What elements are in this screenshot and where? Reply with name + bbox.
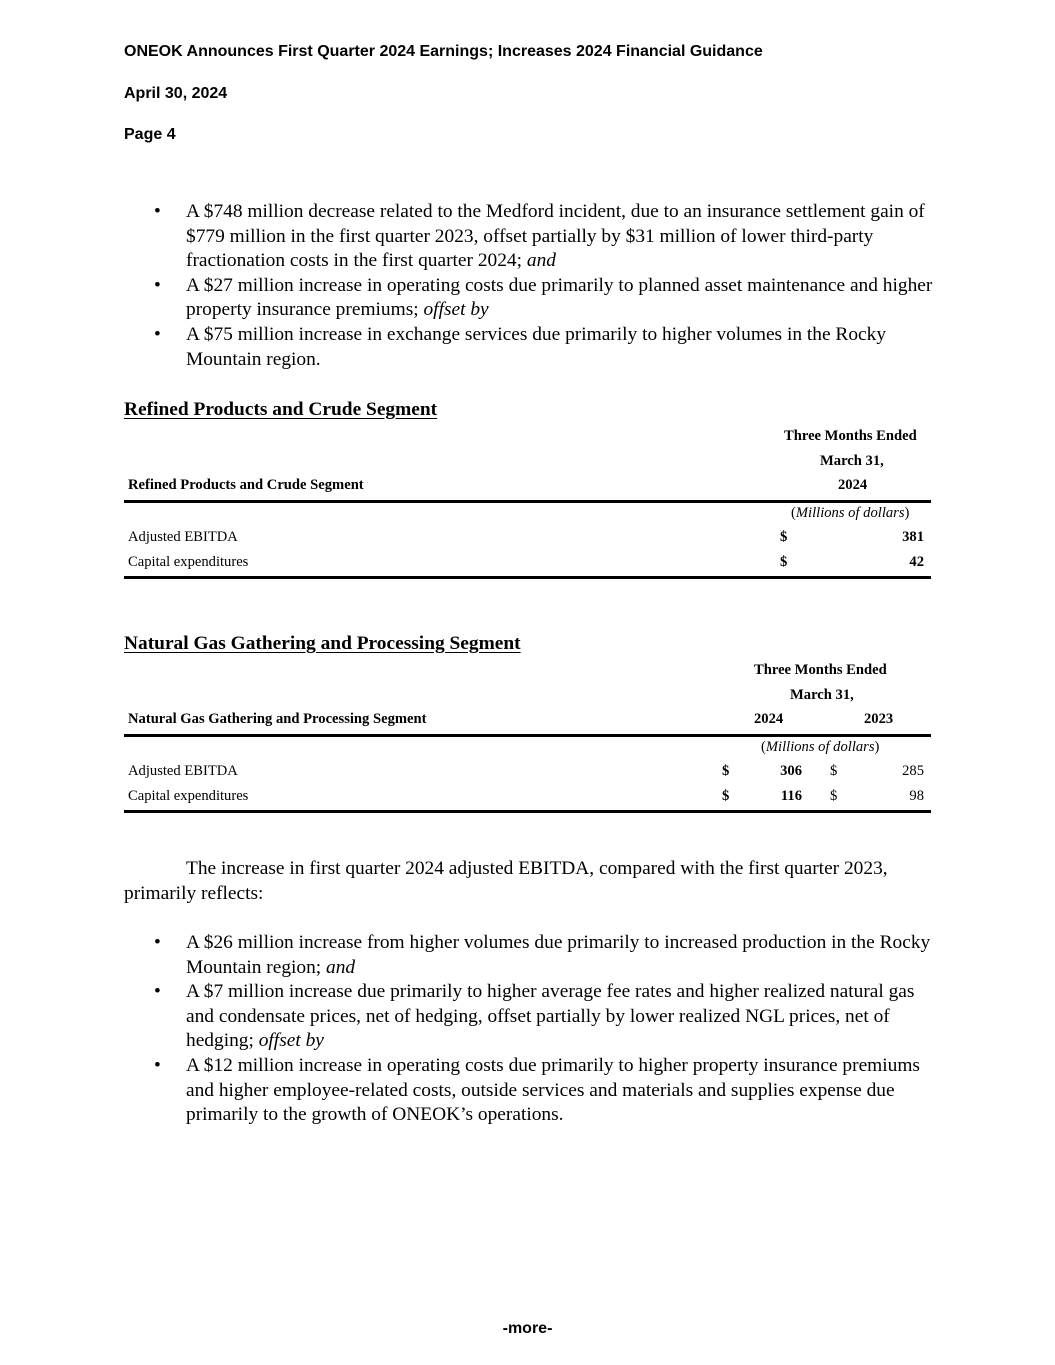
table-row [124, 527, 931, 552]
page-number: Page 4 [124, 126, 176, 143]
table-row [124, 786, 931, 814]
row-value-2024: 116 [780, 787, 802, 804]
table-row [124, 761, 931, 786]
table-title: Refined Products and Crude Segment [128, 477, 364, 493]
currency-symbol: $ [780, 529, 788, 545]
ngg-table [124, 660, 931, 813]
table-title: Natural Gas Gathering and Processing Segment [128, 711, 427, 727]
list-item: • A $12 million increase in operating costs due primarily to higher property insurance premiums and higher employee-related costs, outside services and materials and supplies expense due primarily to the growth of ONEOK’s operations. [124, 1054, 944, 1128]
section-title-ngg: Natural Gas Gathering and Processing Segment [124, 633, 521, 654]
currency-symbol: $ [830, 763, 838, 779]
row-value-2024: 306 [780, 763, 802, 779]
section-title-refined: Refined Products and Crude Segment [124, 399, 438, 420]
col-header-date: March 31, [820, 452, 884, 469]
currency-symbol: $ [830, 787, 838, 804]
list-item: • A $75 million increase in exchange services due primarily to higher volumes in the Rocky Mountain region. [124, 323, 944, 372]
bullet-list-ngl-changes [124, 200, 944, 372]
page-footer: -more- [502, 1320, 553, 1337]
row-label: Adjusted EBITDA [128, 763, 238, 779]
bullet-list-ngg-changes [124, 931, 944, 1128]
list-item: • A $26 million increase from higher volumes due primarily to increased production in the Rocky Mountain region; and [124, 931, 944, 980]
table-header-row [124, 685, 931, 710]
table-header-row [124, 660, 931, 685]
document-date: April 30, 2024 [124, 85, 228, 102]
table-header-row [124, 426, 931, 451]
row-value-2023: 98 [909, 787, 924, 804]
col-header-year: 2024 [838, 477, 868, 493]
row-value: 42 [909, 553, 924, 570]
body-paragraph: The increase in first quarter 2024 adjusted EBITDA, compared with the first quarter 2023, primarily reflects: [124, 858, 888, 904]
table-header-row [124, 709, 931, 737]
currency-symbol: $ [722, 763, 730, 779]
units-row [124, 737, 931, 762]
currency-symbol: $ [780, 553, 788, 570]
row-label: Adjusted EBITDA [128, 529, 238, 545]
row-label: Capital expenditures [128, 787, 249, 804]
list-item: • A $27 million increase in operating costs due primarily to planned asset maintenance and higher property insurance premiums; offset by [124, 274, 944, 323]
currency-symbol: $ [722, 787, 730, 804]
row-value: 381 [902, 529, 924, 545]
units-row [124, 503, 931, 528]
row-label: Capital expenditures [128, 553, 249, 570]
col-header-period: Three Months Ended [754, 662, 887, 678]
col-header-date: March 31, [790, 686, 854, 703]
refined-table [124, 426, 931, 579]
table-header-row [124, 475, 931, 503]
document-title: ONEOK Announces First Quarter 2024 Earnings; Increases 2024 Financial Guidance [124, 43, 763, 60]
units-label: (Millions of dollars) [791, 504, 910, 521]
row-value-2023: 285 [902, 763, 924, 779]
list-item: • A $748 million decrease related to the Medford incident, due to an insurance settlement gain of $779 million in the first quarter 2023, offset partially by $31 million of lower third-party fractionation costs in the first quarter 2024; and [124, 200, 944, 274]
table-row [124, 552, 931, 580]
units-label: (Millions of dollars) [761, 738, 880, 755]
col-header-year-2023: 2023 [864, 711, 894, 727]
col-header-year-2024: 2024 [754, 711, 784, 727]
col-header-period: Three Months Ended [784, 428, 917, 444]
table-header-row [124, 451, 931, 476]
list-item: • A $7 million increase due primarily to higher average fee rates and higher realized natural gas and condensate prices, net of hedging, offset partially by lower realized NGL prices, net of hedging; offset by [124, 980, 944, 1054]
